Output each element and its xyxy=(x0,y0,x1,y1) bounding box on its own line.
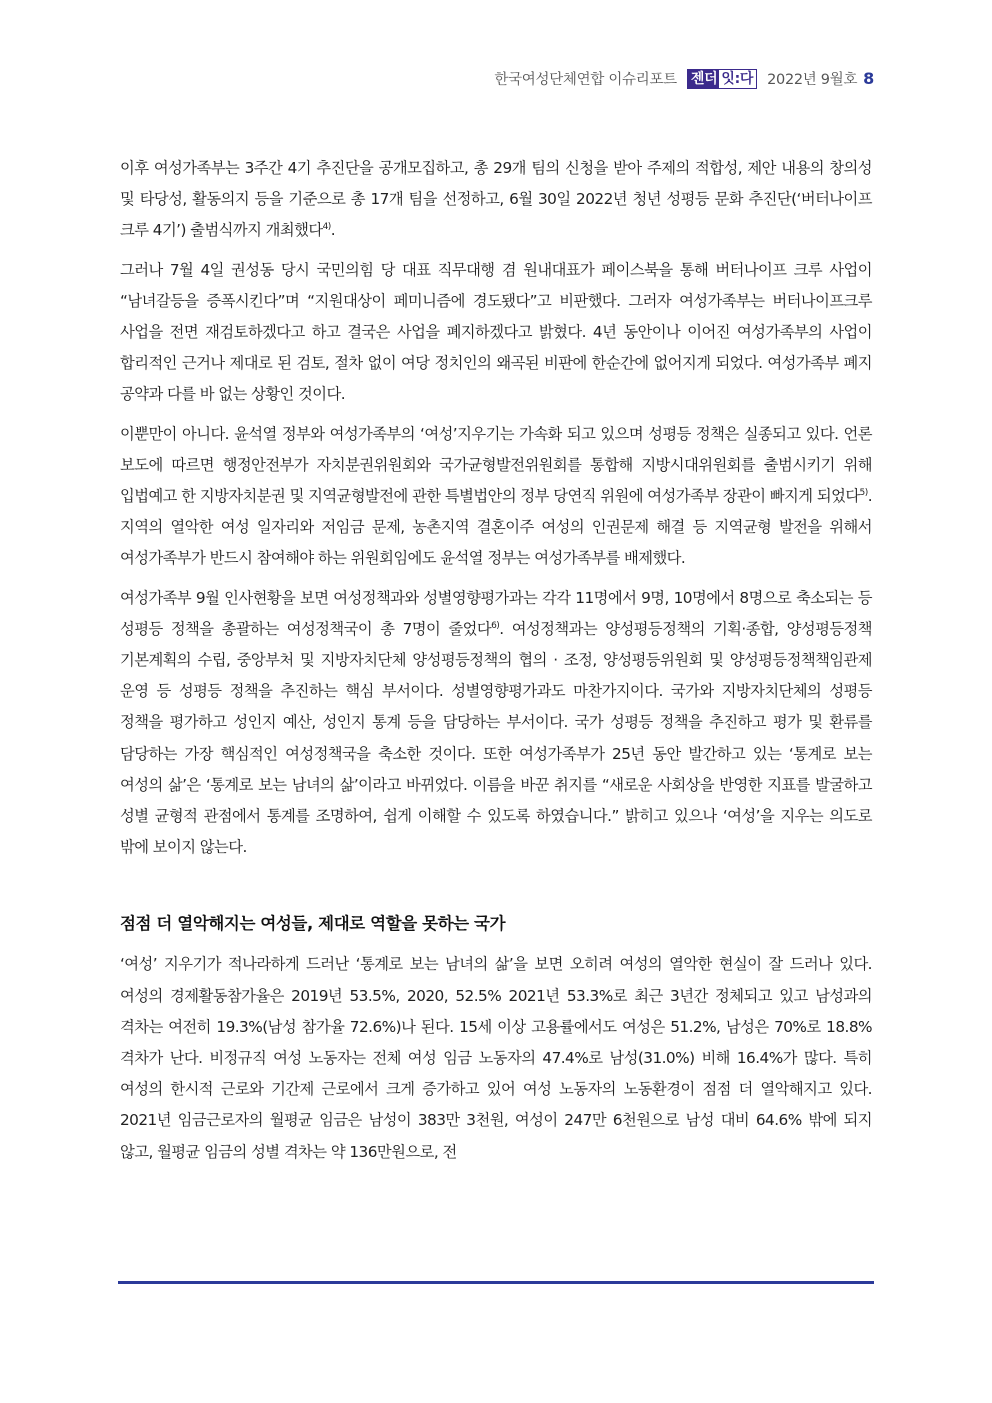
paragraph-text-continued: . 여성정책과는 양성평등정책의 기획·종합, 양성평등정책 기본계획의 수립, 중앙부처 및 지방자치단체 양성평등정책의 협의 · 조정, 양성평등위원회 및 양성평등정책책임관제 운영 등 성평등 정책을 추진하는 핵심 부서이다. 성별영향평가과도 마찬가지이다. 국가와 지방자치단체의 성평등 정책을 평가하고 성인지 예산, 성인지 통계 등을 담당하는 부서이다. 국가 성평등 정책을 추진하고 평가 및 환류를 담당하는 가장 핵심적인 여성정책국을 축소한 것이다. 또한 여성가족부가 25년 동안 발간하고 있는 ‘통계로 보는 여성의 삶’은 ‘통계로 보는 남녀의 삶’이라고 바뀌었다. 이름을 바꾼 취지를 “새로운 사회상을 반영한 지표를 발굴하고 성별 균형적 관점에서 통계를 조명하여, 쉽게 이해할 수 있도록 하였습니다.” 밝히고 있으나 ‘여성’을 지우는 의도로 밖에 보이지 않는다. xyxy=(120,619,872,857)
body-paragraph-5 xyxy=(120,949,872,1167)
paragraph-text: 이뿐만이 아니다. 윤석열 정부와 여성가족부의 ‘여성’지우기는 가속화 되고 있으며 성평등 정책은 실종되고 있다. 언론 보도에 따르면 행정안전부가 자치분권위원회와 국가균형발전위원회를 통합해 지방시대위원회를 출범시키기 위해 입법예고 한 지방자치분권 및 지역균형발전에 관한 특별법안의 정부 당연직 위원에 여성가족부 장관이 빠지게 되었다 xyxy=(120,424,872,506)
brand-logo-part1: 젠더 xyxy=(688,70,719,88)
page-header xyxy=(494,68,874,89)
section-heading: 점점 더 열악해지는 여성들, 제대로 역할을 못하는 국가 xyxy=(120,914,506,934)
footer-divider xyxy=(118,1281,874,1284)
footnote-ref: 4) xyxy=(322,222,331,233)
paragraph-text-continued: . xyxy=(330,221,336,240)
body-paragraph-4 xyxy=(120,583,872,864)
paragraph-text-continued: . 지역의 열악한 여성 일자리와 저임금 문제, 농촌지역 결혼이주 여성의 인권문제 해결 등 지역균형 발전을 위해서 여성가족부가 반드시 참여해야 하는 위원회임에도 윤석열 정부는 여성가족부를 배제했다. xyxy=(120,487,872,568)
page-number: 8 xyxy=(863,69,874,88)
paragraph-text: 이후 여성가족부는 3주간 4기 추진단을 공개모집하고, 총 29개 팀의 신청을 받아 주제의 적합성, 제안 내용의 창의성 및 타당성, 활동의지 등을 기준으로 총 17개 팀을 선정하고, 6월 30일 2022년 청년 성평등 문화 추진단(‘버터나이프 크루 4기’) 출범식까지 개최했다 xyxy=(120,159,872,240)
body-paragraph-3 xyxy=(120,419,872,575)
footnote-ref: 6) xyxy=(491,620,500,631)
header-org-name: 한국여성단체연합 이슈리포트 xyxy=(494,72,677,88)
paragraph-text: 여성가족부 9월 인사현황을 보면 여성정책과와 성별영향평가과는 각각 11명에서 9명, 10명에서 8명으로 축소되는 등 성평등 정책을 총괄하는 여성정책국이 총 7명이 줄었다 xyxy=(120,588,872,638)
header-issue-date: 2022년 9월호 xyxy=(767,72,858,88)
paragraph-text: ‘여성’ 지우기가 적나라하게 드러난 ‘통계로 보는 남녀의 삶’을 보면 오히려 여성의 열악한 현실이 잘 드러나 있다. 여성의 경제활동참가율은 2019년 53.5%, 2020, 52.5% 2021년 53.3%로 최근 3년간 정체되고 있고 남성과의 격차는 여전히 19.3%(남성 참가율 72.6%)나 된다. 15세 이상 고용률에서도 여성은 51.2%, 남성은 70%로 18.8% 격차가 난다. 비정규직 여성 노동자는 전체 여성 임금 노동자의 47.4%로 남성(31.0%) 비해 16.4%가 많다. 특히 여성의 한시적 근로와 기간제 근로에서 크게 증가하고 있어 여성 노동자의 노동환경이 점점 더 열악해지고 있다. 2021년 임금근로자의 월평균 임금은 남성이 383만 3천원, 여성이 247만 6천원으로 남성 대비 64.6% 밖에 되지 않고, 월평균 임금의 성별 격차는 약 136만원으로, 전 xyxy=(120,955,872,1161)
brand-logo-part2: 잇:다 xyxy=(721,70,754,87)
document-body xyxy=(120,153,872,1176)
brand-logo xyxy=(687,69,757,89)
body-paragraph-2 xyxy=(120,255,872,411)
body-paragraph-1 xyxy=(120,153,872,247)
footnote-ref: 5) xyxy=(859,487,868,498)
paragraph-text: 그러나 7월 4일 권성동 당시 국민의힘 당 대표 직무대행 겸 원내대표가 페이스북을 통해 버터나이프 크루 사업이 “남녀갈등을 증폭시킨다”며 “지원대상이 페미니즘에 경도됐다”고 비판했다. 그러자 여성가족부는 버터나이프크루 사업을 전면 재검토하겠다고 하고 결국은 사업을 폐지하겠다고 밝혔다. 4년 동안이나 이어진 여성가족부의 사업이 합리적인 근거나 제대로 된 검토, 절차 없이 여당 정치인의 왜곡된 비판에 한순간에 없어지게 되었다. 여성가족부 폐지 공약과 다를 바 없는 상황인 것이다. xyxy=(120,260,872,404)
